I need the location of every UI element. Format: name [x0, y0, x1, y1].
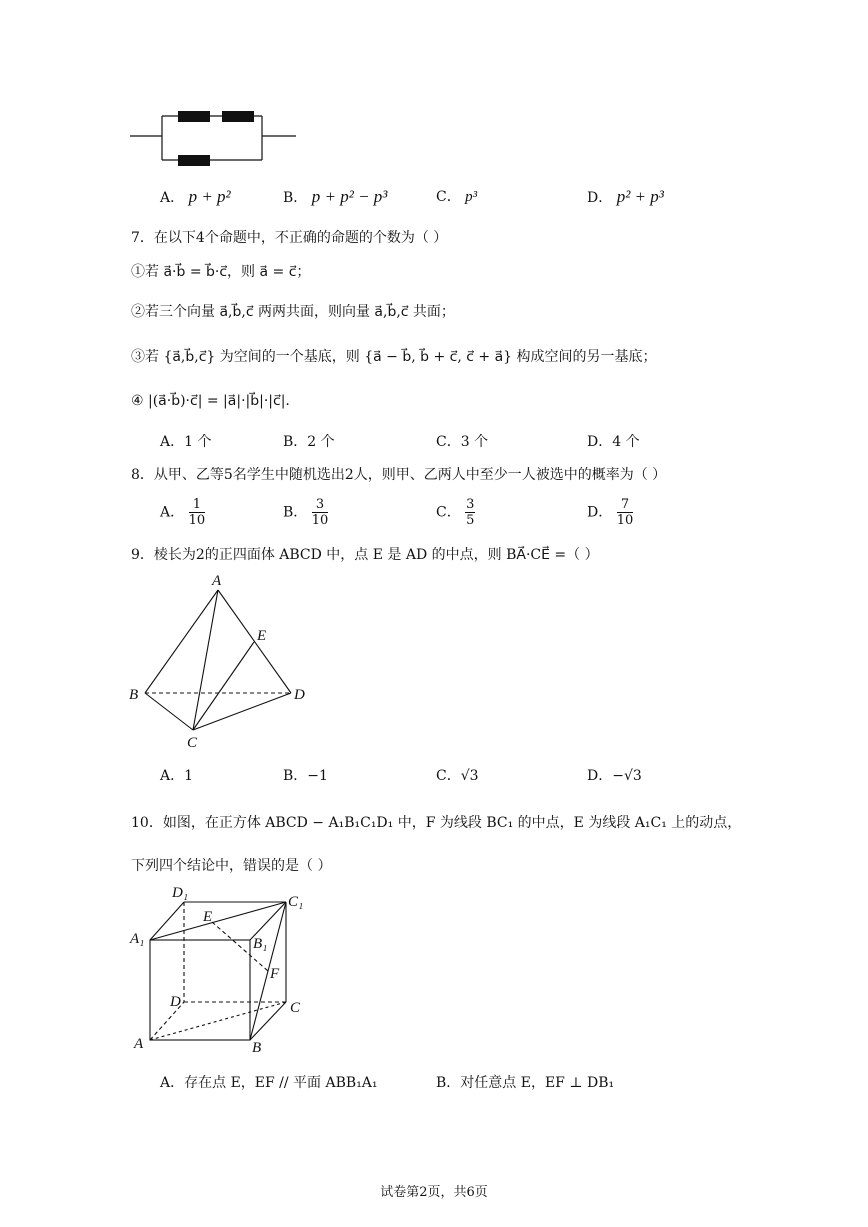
denominator: 5: [466, 513, 475, 528]
q8-option-c[interactable]: [436, 497, 475, 528]
denominator: 10: [311, 513, 329, 528]
fraction: [189, 497, 206, 528]
q7-item-2: ②若三个向量 a⃗,b⃗,c⃗ 两两共面，则向量 a⃗,b⃗,c⃗ 共面；: [131, 304, 455, 320]
q10-option-b[interactable]: [436, 1074, 614, 1092]
q9-option-b[interactable]: [283, 767, 328, 785]
option-label: B．: [283, 190, 308, 206]
point-e-label: E: [203, 909, 213, 925]
q9-option-d[interactable]: [587, 767, 642, 785]
vertex-d-label: D: [170, 994, 181, 1010]
option-label: A．: [160, 504, 185, 521]
vertex-b-label: B: [129, 687, 139, 703]
circuit-diagram: [128, 104, 300, 170]
vertex-a1-label: A₁: [130, 931, 145, 947]
vertex-b1-label: B₁: [253, 936, 268, 952]
option-text: −√3: [612, 768, 642, 784]
q7-option-c[interactable]: [436, 433, 488, 451]
q9-option-c[interactable]: [436, 767, 479, 785]
option-expr: p³: [465, 189, 478, 205]
q7-item-3: ③若 {a⃗,b⃗,c⃗} 为空间的一个基底，则 {a⃗ − b⃗, b⃗ + c⃗, c⃗ + a⃗} 构成空间的另一基底；: [131, 349, 657, 365]
q8-option-a[interactable]: [160, 497, 205, 528]
cube-figure: [126, 880, 316, 1060]
q10-stem-line-2: 下列四个结论中，错误的是（ ）: [131, 858, 332, 874]
vertex-c-label: C: [290, 1000, 301, 1016]
q10-option-a[interactable]: [160, 1074, 378, 1092]
q7-option-d[interactable]: [587, 433, 640, 451]
q7-option-a[interactable]: [160, 433, 211, 451]
option-b-circuit[interactable]: [283, 188, 387, 207]
vertex-d1-label: D₁: [172, 885, 189, 901]
q8-option-d[interactable]: [587, 497, 633, 528]
q8-option-b[interactable]: [283, 497, 328, 528]
option-text: 3 个: [460, 434, 489, 450]
option-label: B．: [283, 504, 308, 521]
option-text: 存在点 E，EF // 平面 ABB₁A₁: [184, 1075, 378, 1091]
numerator: 3: [466, 497, 475, 512]
option-label: D．: [587, 190, 613, 206]
resistor-3: [178, 155, 210, 166]
vertex-a-label: A: [134, 1036, 144, 1052]
q7-item-1: ①若 a⃗·b⃗ = b⃗·c⃗，则 a⃗ = c⃗；: [131, 264, 311, 280]
option-label: D．: [587, 504, 613, 521]
option-text: 2 个: [307, 434, 335, 450]
option-expr: p² + p³: [616, 187, 664, 206]
denominator: 10: [616, 513, 634, 528]
denominator: 10: [188, 513, 206, 528]
option-text: 4 个: [612, 434, 640, 450]
option-text: 对任意点 E，EF ⊥ DB₁: [460, 1075, 615, 1091]
page-footer: 试卷第2页，共6页: [380, 1185, 488, 1200]
option-label: A．: [160, 434, 185, 450]
option-label: A．: [160, 768, 185, 784]
fraction: [617, 497, 634, 528]
fraction: [465, 497, 475, 528]
q7-option-b[interactable]: [283, 433, 335, 451]
option-label: A．: [160, 1075, 185, 1091]
option-expr: p + p² − p³: [311, 187, 388, 206]
numerator: 7: [617, 497, 634, 513]
vertex-b-label: B: [252, 1040, 262, 1056]
option-expr: p + p²: [188, 187, 231, 206]
numerator: 1: [189, 497, 206, 513]
fraction: [312, 497, 329, 528]
tetrahedron-figure: [126, 572, 316, 752]
option-text: 1: [184, 768, 194, 784]
option-d-circuit[interactable]: [587, 188, 664, 207]
option-a-circuit[interactable]: [160, 188, 231, 207]
option-label: C．: [436, 768, 461, 784]
option-label: C．: [436, 189, 461, 205]
option-c-circuit[interactable]: [436, 188, 477, 206]
option-label: B．: [283, 434, 308, 450]
numerator: 3: [312, 497, 329, 513]
q7-item-4: ④ |(a⃗·b⃗)·c⃗| = |a⃗|·|b⃗|·|c⃗|.: [131, 393, 290, 409]
q7-stem: 7．在以下4个命题中，不正确的命题的个数为（ ）: [131, 230, 448, 246]
resistor-2: [222, 111, 254, 122]
option-label: B．: [436, 1075, 461, 1091]
q9-option-a[interactable]: [160, 767, 193, 785]
vertex-a-label: A: [212, 573, 222, 589]
q10-stem-line-1: 10．如图，在正方体 ABCD − A₁B₁C₁D₁ 中，F 为线段 BC₁ 的中点，E 为线段 A₁C₁ 上的动点，: [131, 815, 742, 831]
option-label: D．: [587, 434, 613, 450]
option-text: −1: [307, 768, 328, 784]
vertex-c1-label: C₁: [288, 894, 304, 910]
option-label: A．: [160, 190, 185, 206]
option-label: C．: [436, 504, 461, 521]
resistor-1: [178, 111, 210, 122]
vertex-e-label: E: [257, 628, 267, 644]
option-text: 1 个: [184, 434, 212, 450]
option-label: D．: [587, 768, 613, 784]
option-label: B．: [283, 768, 308, 784]
vertex-c-label: C: [187, 735, 198, 751]
point-f-label: F: [270, 966, 280, 982]
option-text: √3: [460, 768, 479, 784]
q9-stem: 9．棱长为2的正四面体 ABCD 中，点 E 是 AD 的中点，则 BA⃗·CE⃗ =（ ）: [131, 547, 599, 563]
q8-stem: 8．从甲、乙等5名学生中随机选出2人，则甲、乙两人中至少一人被选中的概率为（ ）: [131, 467, 667, 483]
option-label: C．: [436, 434, 461, 450]
vertex-d-label: D: [294, 687, 305, 703]
